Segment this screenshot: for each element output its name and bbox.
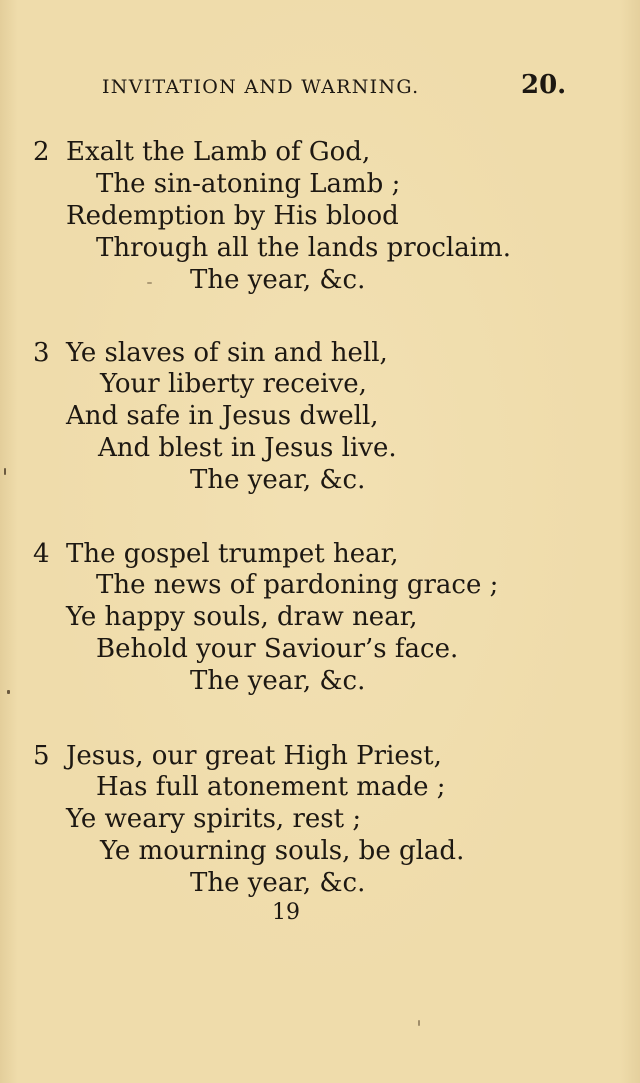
verse-line: The news of pardoning grace ; xyxy=(96,570,499,600)
refrain-line: The year, &c. xyxy=(190,265,366,295)
refrain-line: The year, &c. xyxy=(190,868,366,898)
verse-line: Exalt the Lamb of God, xyxy=(66,137,371,167)
verse-line: Behold your Saviour’s face. xyxy=(96,634,459,664)
verse-line: Through all the lands proclaim. xyxy=(96,233,511,263)
paper-speck xyxy=(418,1020,420,1026)
stanza-number: 5 xyxy=(33,741,50,771)
page-number: 19 xyxy=(272,900,300,925)
stanza-number: 2 xyxy=(33,137,50,167)
stanza-number: 4 xyxy=(33,539,50,569)
verse-line: Your liberty receive, xyxy=(100,369,367,399)
stanza-number: 3 xyxy=(33,338,50,368)
verse-line: Ye happy souls, draw near, xyxy=(66,602,418,632)
verse-line: Jesus, our great High Priest, xyxy=(66,741,442,771)
verse-line: Ye slaves of sin and hell, xyxy=(66,338,388,368)
paper-speck xyxy=(7,690,10,694)
paper-speck xyxy=(147,282,152,284)
verse-line: The sin-atoning Lamb ; xyxy=(96,169,401,199)
verse-line: The gospel trumpet hear, xyxy=(66,539,399,569)
verse-line: Has full atonement made ; xyxy=(96,772,446,802)
verse-line: And blest in Jesus live. xyxy=(98,433,397,463)
hymn-number: 20. xyxy=(521,70,567,100)
paper-speck xyxy=(4,468,6,475)
verse-line: And safe in Jesus dwell, xyxy=(66,401,379,431)
refrain-line: The year, &c. xyxy=(190,666,366,696)
verse-line: Redemption by His blood xyxy=(66,201,399,231)
running-header: INVITATION AND WARNING. xyxy=(102,76,420,98)
refrain-line: The year, &c. xyxy=(190,465,366,495)
verse-line: Ye weary spirits, rest ; xyxy=(66,804,362,834)
verse-line: Ye mourning souls, be glad. xyxy=(100,836,465,866)
